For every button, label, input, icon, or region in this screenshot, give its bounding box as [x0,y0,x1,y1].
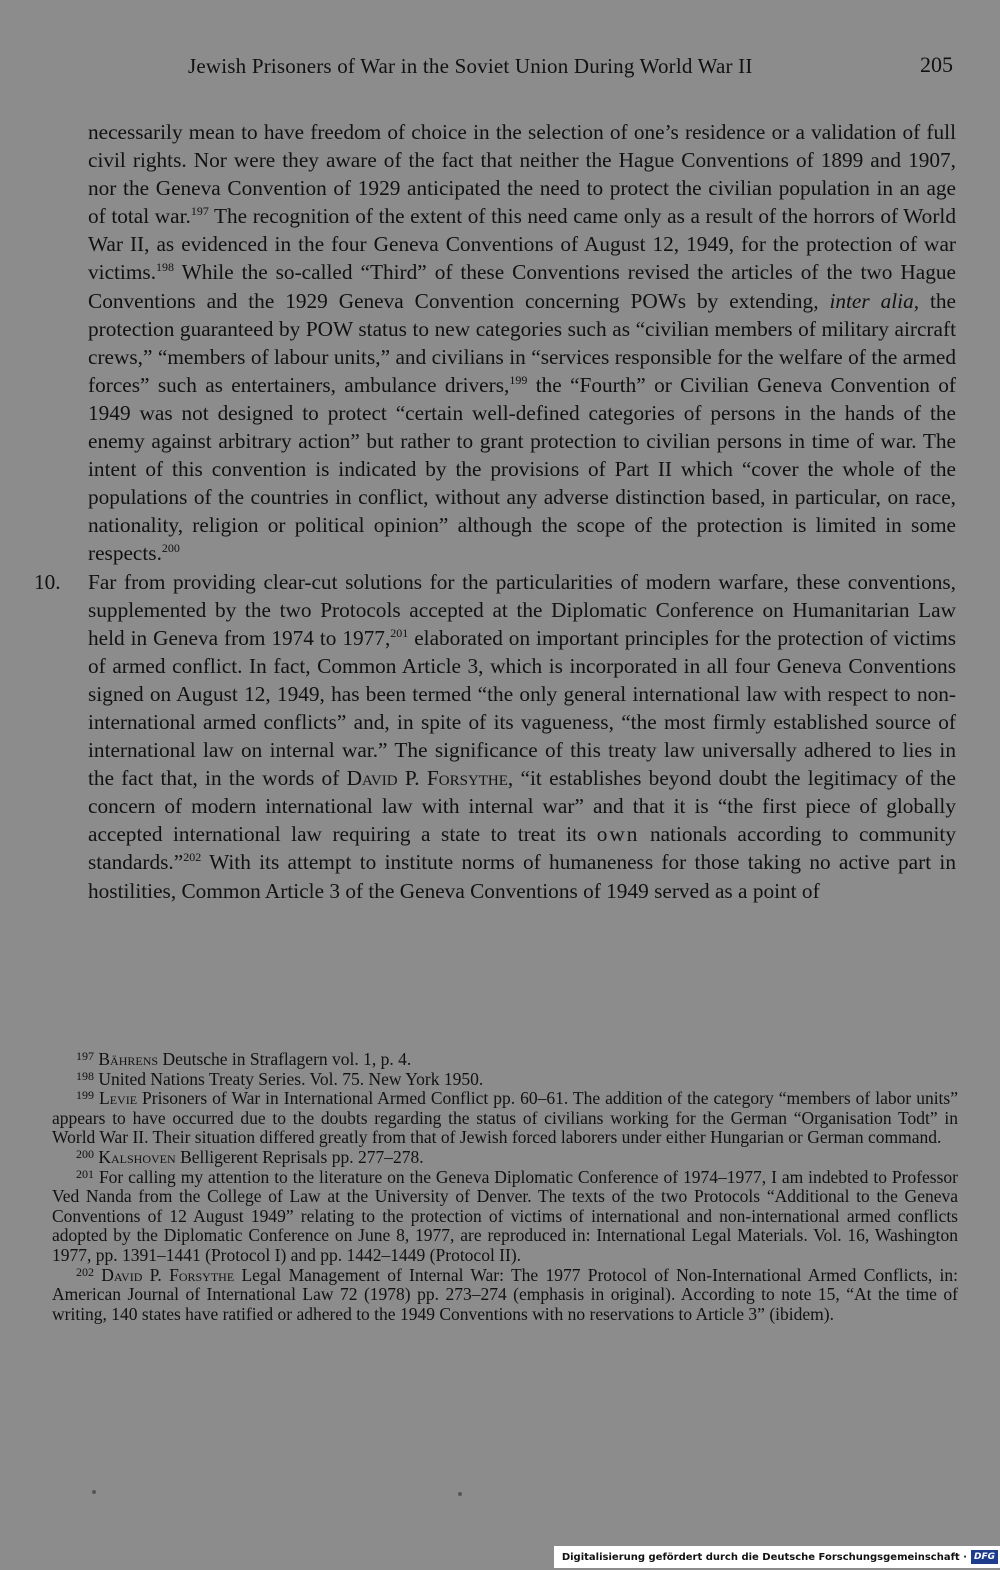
text-run: The recognition of the extent of this need came only as a result of the horrors of World War II, as evidenced in the four Geneva Conventions of August 12, 1949, for the protection of war victims. [88,204,956,285]
footnote-author: Levie [99,1088,138,1109]
footnote-number: 197 [76,1049,94,1063]
text-run: necessarily mean to have freedom of choice in the selection of one’s residence or a validation of full civil rights. Nor were they aware of the fact that neither the Hague Conventions of 1899 and 1907, nor the Geneva Convention of 1929 anticipated the need to protect the civilian population in an age of total war. [88,120,956,229]
page-number: 205 [920,52,953,77]
text-run: nationals according to community standards.” [88,822,956,875]
text-run: While the so-called “Third” of these Conventions revised the articles of the two Hague Conventions and the 1929 Geneva Convention concerning POWs by extending, [88,260,956,313]
footnote-ref-201: 201 [390,625,409,640]
author-name: David P. Forsythe, [346,766,514,791]
footnote-text: For calling my attention to the literature on the Geneva Diplomatic Conference of 1974–1977, I am indebted to Professor Ved Nanda from the College of Law at the University of Denver. The texts of the two Protocols “Additional to the Geneva Conventions of 12 August 1949” relating to the protection of victims of international and non-international armed conflicts adopted by the Diplomatic Conference on June 8, 1977, are reproduced in: International Legal Materials. Vol. 16, Washington 1977, pp. 1391–1441 (Protocol I) and pp. 1442–1449 (Protocol II). [52,1166,958,1265]
footnote-199 [52,1089,958,1148]
footnote-text: Prisoners of War in International Armed Conflict pp. 60–61. The addition of the category “members of labor units” appears to have occurred due to the doubts regarding the status of civilians working for the German “Organisation Todt” in World War II. Their situation differed greatly from that of Jewish forced laborers under either Hungarian or German command. [52,1088,958,1148]
footnote-ref-202: 202 [183,850,202,865]
footnote-197 [52,1050,958,1070]
text-run: the “Fourth” or Civilian Geneva Convention of 1949 was not designed to protect “certain well-defined categories of persons in the hands of the enemy against arbitrary action” but rather to grant protection to civilian persons in time of war. The intent of this convention is indicated by the provisions of Part II which “cover the whole of the populations of the countries in conflict, without any adverse distinction based, in particular, on race, nationality, religion or political opinion” although the scope of the protection is limited in some respects. [88,372,957,566]
footnote-number: 198 [76,1068,94,1083]
footnote-201 [52,1168,958,1266]
footnote-200 [52,1148,958,1168]
footnote-author: David P. Forsythe [101,1264,235,1285]
footnote-198 [52,1070,958,1090]
text-run: the protection guaranteed by POW status to new categories such as “civilian members of military aircraft crews,” “members of labour units,” and civilians in “services responsible for the welfare of the armed forces” such as entertainers, ambulance drivers, [88,288,956,397]
italic-phrase: inter alia, [829,288,920,313]
footnote-ref-199: 199 [509,372,528,387]
footnote-author: Kalshoven [98,1146,176,1167]
paragraph-number: 10. [34,569,61,594]
footnote-number: 200 [76,1146,94,1161]
footnote-202 [52,1266,958,1325]
footnote-text: Deutsche in Straflagern vol. 1, p. 4. [158,1049,412,1069]
dfg-logo-icon: DFG [971,1550,998,1564]
text-run: Far from providing clear-cut solutions for the particularities of modern warfare, these conventions, supplemented by the two Protocols accepted at the Diplomatic Conference on Humanitarian Law held in Geneva from 1974 to 1977, [88,569,956,650]
footnote-ref-197: 197 [190,204,209,219]
text-run: With its attempt to institute norms of humaneness for those taking no active part in hostilities, Common Article 3 of the Geneva Conventions of 1949 served as a point of [88,850,956,903]
footnote-author: Bährens [98,1049,159,1069]
footnote-text: Legal Management of Internal War: The 1977 Protocol of Non-International Armed Conflicts, in: American Journal of International Law 72 (1978) pp. 273–274 (emphasis in original). According to note 15, “At the time of writing, 140 states have ratified or adhered to the 1949 Conventions with no reservations to Article 3” (ibidem). [52,1264,958,1324]
scan-speck [92,1490,96,1494]
digitization-credit [554,1546,1000,1568]
emphasized-word: own [596,822,640,847]
footnote-number: 201 [76,1166,94,1181]
scan-speck [458,1492,462,1496]
footnote-ref-200: 200 [161,541,180,556]
footnote-number: 199 [76,1088,94,1103]
main-text [34,118,957,905]
footnote-ref-198: 198 [156,260,175,275]
paragraph-continued [88,118,956,568]
footnote-text: United Nations Treaty Series. Vol. 75. New York 1950. [98,1068,484,1089]
credit-text: Digitalisierung gefördert durch die Deutsche Forschungsgemeinschaft · [561,1551,967,1563]
footnote-number: 202 [76,1264,94,1279]
text-run: “it establishes beyond doubt the legitimacy of the concern of modern international law with internal war” and that it is “the first piece of globally accepted international law requiring a state to treat its [88,766,956,847]
running-title: Jewish Prisoners of War in the Soviet Union During World War II [188,54,753,78]
paragraph-10 [34,568,956,905]
footnotes [52,1050,958,1324]
footnote-text: Belligerent Reprisals pp. 277–278. [175,1146,424,1167]
text-run: elaborated on important principles for the protection of victims of armed conflict. In fact, Common Article 3, which is incorporated in all four Geneva Conventions signed on August 12, 1949, has been termed “the only general international law with respect to non-international armed conflicts” and, in spite of its vagueness, “the most firmly established source of international law on internal war.” The significance of this treaty law universally adhered to lies in the fact that, in the words of [88,625,956,791]
